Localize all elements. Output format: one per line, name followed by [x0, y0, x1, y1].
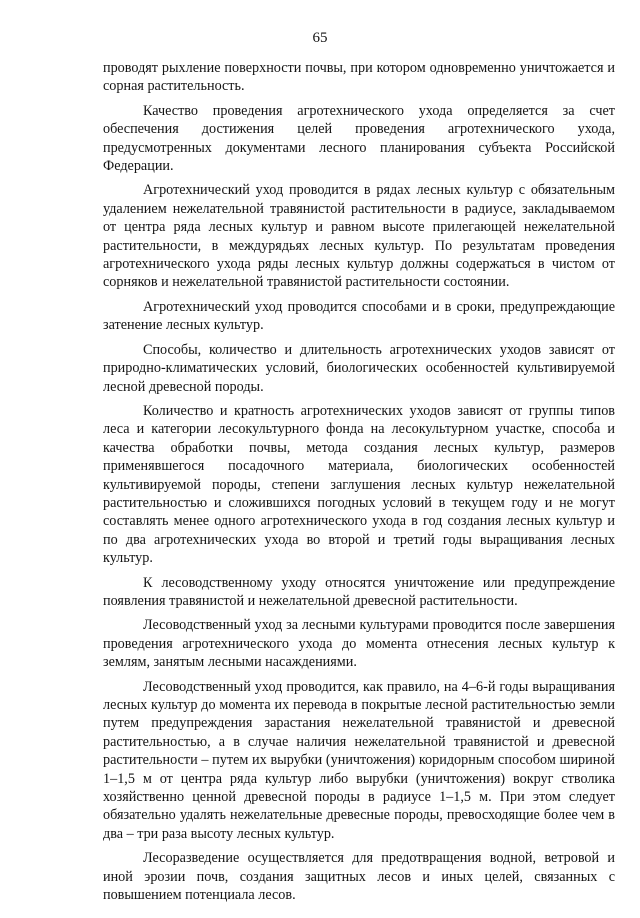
paragraph-continuation: проводят рыхление поверхности почвы, при котором одновременно уничтожается и сорная растительность. — [103, 60, 615, 95]
paragraph-quality: Качество проведения агротехнического ухода определяется за счет обеспечения достижения целей проведения агротехнического ухода, предусмотренных документами лесного планирования субъекта Российской Федерации. — [103, 102, 615, 175]
paragraph-silvicultural-care-procedure: Лесоводственный уход проводится, как правило, на 4–6-й годы выращивания лесных культур до момента их перевода в покрытые лесной растительностью земли путем предупреждения зарастания нежелательной травянистой и древесной растительностью, а в случае наличия нежелательной травянистой и древесной растительности – путем их вырубки (уничтожения) коридорным способом шириной 1–1,5 м от центра ряда культур либо вырубки (уничтожения) вокруг стволика хозяйственно ценной древесной породы в радиусе 1–1,5 м. При этом следует обязательно удалять нежелательные древесные породы, превосходящие более чем в два – три раза высоту лесных культур. — [103, 678, 615, 842]
paragraph-care-dependence: Способы, количество и длительность агротехнических уходов зависят от природно-климатических условий, биологических особенностей культивируемой лесной древесной породы. — [103, 341, 615, 395]
paragraph-agrotech-care-methods: Агротехнический уход проводится способами и в сроки, предупреждающие затенение лесных культур. — [103, 298, 615, 334]
paragraph-silvicultural-care-definition: К лесоводственному уходу относятся уничтожение или предупреждение появления травянистой и нежелательной древесной растительности. — [103, 574, 615, 609]
paragraph-care-frequency: Количество и кратность агротехнических уходов зависят от группы типов леса и категории лесокультурного фонда на лесокультурном участке, способа и качества обработки почвы, метода создания лесных культур, размеров применявшегося посадочного материала, биологических особенностей культивируемой породы, степени заглушения лесных культур нежелательной растительностью и сложившихся погодных условий в текущем году и не могут составлять менее одного агротехнического ухода в год создания лесных культур и по два агротехнических ухода во второй и третий годы выращивания лесных культур. — [103, 402, 615, 567]
body-text — [103, 59, 615, 910]
paragraph-agrotech-care-rows: Агротехнический уход проводится в рядах лесных культур с обязательным удалением нежелательной травянистой растительности в радиусе, закладываемом от центра ряда лесных культур и равном высоте прилегающей нежелательной растительности, в междурядьях лесных культур. По результатам проведения агротехнического ухода ряды лесных культур должны содержаться в чистом от сорняков и нежелательной травянистой растительности состоянии. — [103, 182, 615, 291]
page-number: 65 — [312, 30, 328, 46]
paragraph-silvicultural-care-timing: Лесоводственный уход за лесными культурами проводится после завершения проведения агротехнического ухода до момента отнесения лесных культур к землям, занятым лесными насаждениями. — [103, 617, 615, 671]
paragraph-afforestation: Лесоразведение осуществляется для предотвращения водной, ветровой и иной эрозии почв, создания защитных лесов и иных целей, связанных с повышением потенциала лесов. — [103, 850, 615, 904]
